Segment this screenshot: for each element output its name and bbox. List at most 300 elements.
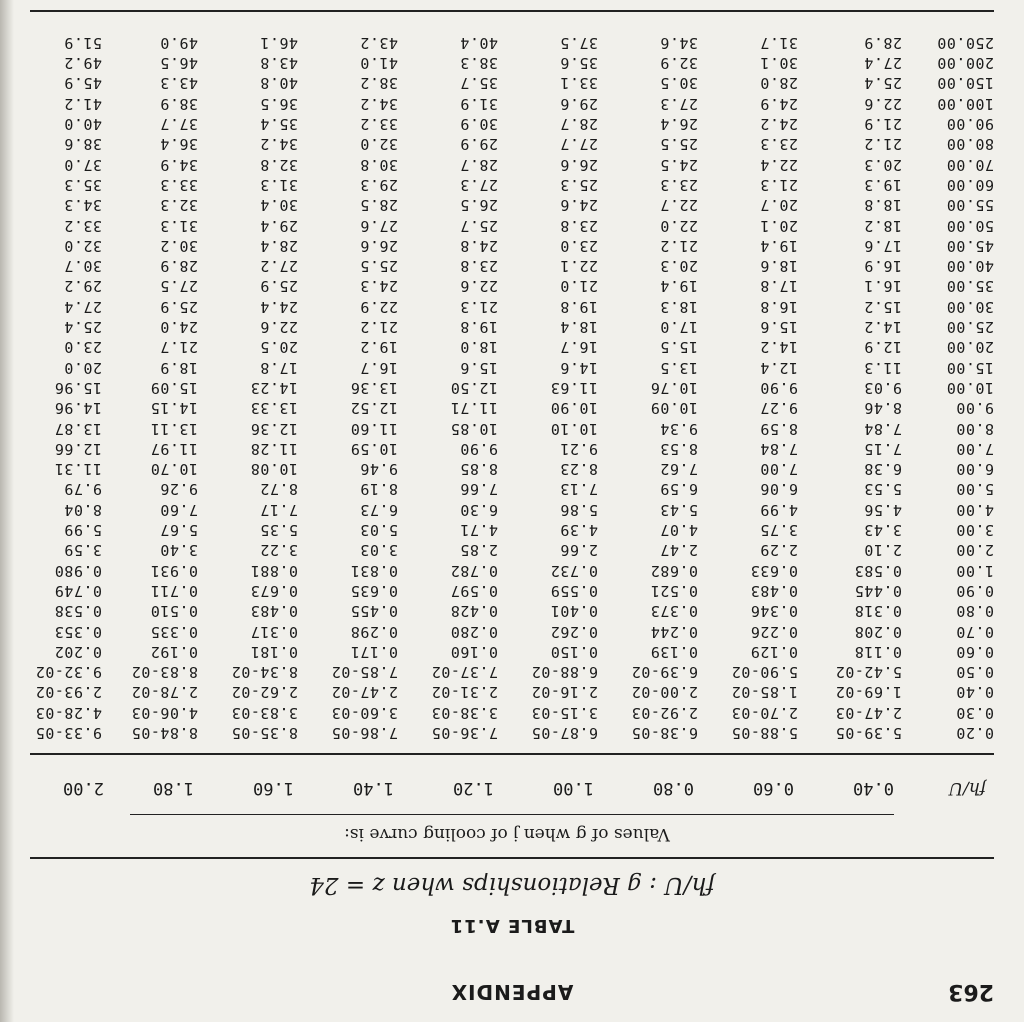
table-cell: 24.8 [459, 236, 498, 255]
table-cell: 0.318 [854, 602, 902, 621]
table-cell: 36.4 [159, 135, 198, 154]
row-stub: 50.00 [946, 216, 994, 235]
table-cell: 22.1 [559, 257, 598, 276]
table-row [30, 295, 994, 315]
table-cell: 5.39-05 [835, 724, 902, 742]
table-cell: 0.353 [54, 622, 102, 641]
table-cell: 25.5 [359, 257, 398, 276]
table-cell: 13.87 [54, 419, 102, 438]
table-cell: 0.521 [650, 581, 698, 600]
table-cell: 21.3 [759, 175, 798, 194]
table-cell: 0.559 [550, 581, 598, 600]
table-cell: 0.483 [250, 602, 298, 621]
table-cell: 20.3 [659, 257, 698, 276]
table-cell: 18.3 [659, 297, 698, 316]
table-cell: 24.3 [359, 277, 398, 296]
table-cell: 9.27 [759, 399, 798, 418]
column-header: 0.60 [753, 778, 794, 798]
table-cell: 2.62-02 [231, 683, 298, 702]
table-cell: 21.9 [863, 115, 902, 134]
table-cell: 4.07 [659, 521, 698, 540]
table-cell: 10.90 [550, 399, 598, 418]
table-cell: 6.06 [759, 480, 798, 499]
table-cell: 0.171 [350, 642, 398, 661]
table-row [30, 52, 994, 72]
table-cell: 28.5 [359, 196, 398, 215]
spanner-rule [130, 814, 894, 815]
table-cell: 30.5 [659, 74, 698, 93]
table-cell: 0.538 [54, 602, 102, 621]
table-cell: 32.0 [63, 236, 102, 255]
table-cell: 15.96 [54, 378, 102, 397]
table-cell: 19.3 [863, 175, 902, 194]
table-cell: 21.2 [659, 236, 698, 255]
table-cell: 34.3 [63, 196, 102, 215]
table-cell: 6.39-02 [631, 663, 698, 682]
row-stub: 4.00 [955, 500, 994, 519]
table-cell: 6.30 [459, 500, 498, 519]
table-cell: 2.70-03 [731, 703, 798, 722]
row-stub: 40.00 [946, 257, 994, 276]
table-cell: 49.2 [63, 54, 102, 73]
table-row [30, 174, 994, 194]
table-cell: 16.9 [863, 257, 902, 276]
table-row [30, 377, 994, 397]
table-cell: 22.6 [259, 318, 298, 337]
table-cell: 19.4 [659, 277, 698, 296]
table-cell: 7.15 [863, 439, 902, 458]
table-cell: 0.202 [54, 642, 102, 661]
row-stub: 80.00 [946, 135, 994, 154]
table-cell: 0.118 [854, 642, 902, 661]
table-cell: 0.931 [150, 561, 198, 580]
table-cell: 0.192 [150, 642, 198, 661]
row-stub: 100.00 [936, 94, 994, 113]
table-cell: 8.59 [759, 419, 798, 438]
table-cell: 5.99 [63, 521, 102, 540]
table-cell: 14.2 [759, 338, 798, 357]
table-cell: 0.510 [150, 602, 198, 621]
table-row [30, 336, 994, 356]
header-rule [30, 753, 994, 755]
table-cell: 7.84 [863, 419, 902, 438]
column-header: 1.00 [553, 778, 594, 798]
table-row [30, 620, 994, 640]
table-cell: 4.99 [759, 500, 798, 519]
row-stub: 7.00 [955, 439, 994, 458]
table-cell: 3.60-03 [331, 703, 398, 722]
table-row [30, 113, 994, 133]
table-row [30, 214, 994, 234]
table-row [30, 498, 994, 518]
row-stub: 250.00 [936, 33, 994, 52]
table-cell: 21.2 [863, 135, 902, 154]
table-cell: 28.4 [259, 236, 298, 255]
table-cell: 7.17 [259, 500, 298, 519]
row-stub: 0.60 [955, 642, 994, 661]
table-cell: 40.0 [63, 115, 102, 134]
row-stub: 6.00 [955, 460, 994, 479]
table-cell: 3.38-03 [431, 703, 498, 722]
row-stub: 15.00 [946, 358, 994, 377]
table-row [30, 235, 994, 255]
table-cell: 7.86-05 [331, 724, 398, 742]
table-cell: 35.6 [559, 54, 598, 73]
row-stub: 35.00 [946, 277, 994, 296]
table-cell: 13.5 [659, 358, 698, 377]
column-header: 1.40 [353, 778, 394, 798]
table-row [30, 153, 994, 173]
table-cell: 27.5 [159, 277, 198, 296]
table-cell: 7.13 [559, 480, 598, 499]
table-cell: 15.6 [759, 318, 798, 337]
table-cell: 22.7 [659, 196, 698, 215]
table-cell: 14.96 [54, 399, 102, 418]
row-stub: 8.00 [955, 419, 994, 438]
table-row [30, 397, 994, 417]
table-cell: 0.129 [750, 642, 798, 661]
row-stub: 0.80 [955, 602, 994, 621]
table-cell: 0.597 [450, 581, 498, 600]
table-cell: 9.32-02 [35, 663, 102, 682]
table-cell: 2.47 [659, 541, 698, 560]
table-cell: 33.2 [63, 216, 102, 235]
table-cell: 32.3 [159, 196, 198, 215]
table-cell: 10.59 [350, 439, 398, 458]
running-head: APPENDIX [450, 980, 574, 1004]
table-cell: 2.66 [559, 541, 598, 560]
table-cell: 31.3 [259, 175, 298, 194]
column-header: 2.00 [63, 778, 104, 798]
table-cell: 43.2 [359, 33, 398, 52]
table-cell: 49.0 [159, 33, 198, 52]
table-cell: 5.88-05 [731, 724, 798, 742]
table-cell: 22.6 [863, 94, 902, 113]
table-cell: 21.0 [559, 277, 598, 296]
table-cell: 0.335 [150, 622, 198, 641]
table-cell: 0.881 [250, 561, 298, 580]
table-cell: 36.5 [259, 94, 298, 113]
table-cell: 25.9 [259, 277, 298, 296]
table-row [30, 356, 994, 376]
table-cell: 35.7 [459, 74, 498, 93]
table-cell: 51.9 [63, 33, 102, 52]
table-cell: 1.69-02 [835, 683, 902, 702]
table-cell: 20.1 [759, 216, 798, 235]
table-cell: 8.04 [63, 500, 102, 519]
table-cell: 26.6 [359, 236, 398, 255]
table-cell: 10.76 [650, 378, 698, 397]
table-cell: 8.46 [863, 399, 902, 418]
table-cell: 3.40 [159, 541, 198, 560]
table-cell: 27.3 [659, 94, 698, 113]
table-cell: 0.160 [450, 642, 498, 661]
table-cell: 20.5 [259, 338, 298, 357]
table-cell: 38.3 [459, 54, 498, 73]
table-cell: 4.39 [559, 521, 598, 540]
table-cell: 2.85 [459, 541, 498, 560]
table-cell: 25.7 [459, 216, 498, 235]
table-row [30, 641, 994, 661]
table-caption: fh/U : g Relationships when z = 24 [309, 872, 715, 898]
table-cell: 33.2 [359, 115, 398, 134]
table-cell: 14.2 [863, 318, 902, 337]
table-cell: 6.38-05 [631, 724, 698, 742]
table-row [30, 661, 994, 681]
row-stub: 55.00 [946, 196, 994, 215]
table-cell: 9.34 [659, 419, 698, 438]
table-cell: 6.88-02 [531, 663, 598, 682]
table-row [30, 194, 994, 214]
table-cell: 5.42-02 [835, 663, 902, 682]
table-cell: 23.8 [559, 216, 598, 235]
table-cell: 35.4 [259, 115, 298, 134]
table-cell: 10.09 [650, 399, 698, 418]
row-stub: 0.70 [955, 622, 994, 641]
column-header: 0.40 [853, 778, 894, 798]
table-cell: 25.4 [63, 318, 102, 337]
table-cell: 23.8 [459, 257, 498, 276]
table-cell: 13.36 [350, 378, 398, 397]
table-row [30, 255, 994, 275]
table-cell: 31.7 [759, 33, 798, 52]
table-cell: 9.90 [459, 439, 498, 458]
table-cell: 0.583 [854, 561, 902, 580]
table-cell: 37.5 [559, 33, 598, 52]
table-cell: 41.0 [359, 54, 398, 73]
table-cell: 0.226 [750, 622, 798, 641]
table-cell: 16.7 [559, 338, 598, 357]
table-cell: 16.7 [359, 358, 398, 377]
row-stub: 0.20 [955, 724, 994, 742]
table-cell: 2.29 [759, 541, 798, 560]
table-cell: 18.8 [863, 196, 902, 215]
table-cell: 23.0 [559, 236, 598, 255]
table-cell: 11.60 [350, 419, 398, 438]
table-row [30, 93, 994, 113]
table-row [30, 539, 994, 559]
table-cell: 21.2 [359, 318, 398, 337]
bottom-rule [30, 10, 994, 12]
table-cell: 2.47-03 [835, 703, 902, 722]
table-cell: 3.03 [359, 541, 398, 560]
table-cell: 10.10 [550, 419, 598, 438]
table-cell: 32.8 [259, 155, 298, 174]
top-rule [30, 857, 994, 859]
row-stub: 60.00 [946, 175, 994, 194]
table-cell: 12.66 [54, 439, 102, 458]
table-cell: 17.8 [759, 277, 798, 296]
table-cell: 14.23 [250, 378, 298, 397]
table-row [30, 316, 994, 336]
table-cell: 40.4 [459, 33, 498, 52]
table-cell: 18.0 [459, 338, 498, 357]
table-cell: 10.08 [250, 460, 298, 479]
table-row [30, 559, 994, 579]
table-cell: 25.5 [659, 135, 698, 154]
table-cell: 0.401 [550, 602, 598, 621]
row-stub: 90.00 [946, 115, 994, 134]
table-cell: 0.831 [350, 561, 398, 580]
table-cell: 20.7 [759, 196, 798, 215]
table-cell: 28.9 [863, 33, 902, 52]
table-cell: 9.03 [863, 378, 902, 397]
table-cell: 30.1 [759, 54, 798, 73]
table-cell: 9.79 [63, 480, 102, 499]
table-cell: 0.633 [750, 561, 798, 580]
table-cell: 2.78-02 [131, 683, 198, 702]
table-cell: 18.9 [159, 358, 198, 377]
table-cell: 24.2 [759, 115, 798, 134]
table-cell: 26.5 [459, 196, 498, 215]
table-cell: 34.9 [159, 155, 198, 174]
row-stub: 5.00 [955, 480, 994, 499]
table-cell: 27.4 [63, 297, 102, 316]
table-cell: 19.8 [559, 297, 598, 316]
table-cell: 0.298 [350, 622, 398, 641]
table-cell: 8.85 [459, 460, 498, 479]
table-row [30, 580, 994, 600]
row-stub: 0.50 [955, 663, 994, 682]
table-cell: 46.1 [259, 33, 298, 52]
table-cell: 9.33-05 [35, 724, 102, 742]
table-cell: 3.83-03 [231, 703, 298, 722]
table-cell: 27.3 [459, 175, 498, 194]
table-cell: 8.19 [359, 480, 398, 499]
table-cell: 14.15 [150, 399, 198, 418]
table-cell: 0.262 [550, 622, 598, 641]
table-cell: 14.6 [559, 358, 598, 377]
table-cell: 13.11 [150, 419, 198, 438]
table-cell: 24.6 [559, 196, 598, 215]
row-stub: 1.00 [955, 561, 994, 580]
table-cell: 8.34-02 [231, 663, 298, 682]
table-cell: 29.4 [259, 216, 298, 235]
table-row [30, 72, 994, 92]
table-cell: 11.31 [54, 460, 102, 479]
row-stub: 20.00 [946, 338, 994, 357]
table-cell: 3.15-03 [531, 703, 598, 722]
table-cell: 37.0 [63, 155, 102, 174]
table-cell: 34.2 [359, 94, 398, 113]
table-cell: 2.00-02 [631, 683, 698, 702]
table-cell: 7.84 [759, 439, 798, 458]
table-cell: 46.5 [159, 54, 198, 73]
table-cell: 2.92-03 [631, 703, 698, 722]
table-cell: 21.3 [459, 297, 498, 316]
table-cell: 0.483 [750, 581, 798, 600]
table-cell: 9.90 [759, 378, 798, 397]
table-cell: 0.317 [250, 622, 298, 641]
table-cell: 3.43 [863, 521, 902, 540]
table-cell: 32.0 [359, 135, 398, 154]
table-cell: 8.72 [259, 480, 298, 499]
table-cell: 30.9 [459, 115, 498, 134]
table-cell: 8.53 [659, 439, 698, 458]
table-row [30, 681, 994, 701]
row-stub: 70.00 [946, 155, 994, 174]
table-row [30, 32, 994, 52]
table-cell: 10.85 [450, 419, 498, 438]
table-cell: 12.4 [759, 358, 798, 377]
table-row [30, 722, 994, 742]
table-cell: 11.3 [863, 358, 902, 377]
table-cell: 25.4 [863, 74, 902, 93]
table-cell: 22.9 [359, 297, 398, 316]
table-cell: 11.71 [450, 399, 498, 418]
table-cell: 23.3 [759, 135, 798, 154]
table-cell: 8.23 [559, 460, 598, 479]
table-cell: 33.1 [559, 74, 598, 93]
table-cell: 7.85-02 [331, 663, 398, 682]
table-cell: 7.62 [659, 460, 698, 479]
table-cell: 0.373 [650, 602, 698, 621]
table-cell: 26.4 [659, 115, 698, 134]
column-header: 1.80 [153, 778, 194, 798]
table-cell: 33.3 [159, 175, 198, 194]
table-cell: 23.0 [63, 338, 102, 357]
table-cell: 13.33 [250, 399, 298, 418]
table-cell: 29.3 [359, 175, 398, 194]
table-cell: 23.3 [659, 175, 698, 194]
table-cell: 0.428 [450, 602, 498, 621]
page-header [30, 974, 994, 1004]
row-stub: 150.00 [936, 74, 994, 93]
table-cell: 0.150 [550, 642, 598, 661]
table-cell: 16.1 [863, 277, 902, 296]
table-row [30, 701, 994, 721]
table-cell: 12.50 [450, 378, 498, 397]
table-cell: 31.9 [459, 94, 498, 113]
table-cell: 9.21 [559, 439, 598, 458]
table-cell: 0.445 [854, 581, 902, 600]
table-row [30, 600, 994, 620]
row-stub: 30.00 [946, 297, 994, 316]
table-cell: 0.280 [450, 622, 498, 641]
table-cell: 28.0 [759, 74, 798, 93]
table-cell: 30.8 [359, 155, 398, 174]
table-cell: 18.4 [559, 318, 598, 337]
table-cell: 15.6 [459, 358, 498, 377]
row-stub: 45.00 [946, 236, 994, 255]
table-cell: 28.7 [459, 155, 498, 174]
table-cell: 35.3 [63, 175, 102, 194]
table-cell: 3.59 [63, 541, 102, 560]
table-cell: 8.83-02 [131, 663, 198, 682]
table-cell: 20.0 [63, 358, 102, 377]
table-cell: 1.85-02 [731, 683, 798, 702]
table-cell: 7.36-05 [431, 724, 498, 742]
table-cell: 0.181 [250, 642, 298, 661]
table-cell: 22.6 [459, 277, 498, 296]
table-cell: 29.2 [63, 277, 102, 296]
row-stub: 2.00 [955, 541, 994, 560]
column-header: 1.20 [453, 778, 494, 798]
table-cell: 41.2 [63, 94, 102, 113]
table-cell: 5.53 [863, 480, 902, 499]
table-cell: 18.6 [759, 257, 798, 276]
table-cell: 12.52 [350, 399, 398, 418]
table-cell: 0.346 [750, 602, 798, 621]
row-stub: 3.00 [955, 521, 994, 540]
table-cell: 11.63 [550, 378, 598, 397]
table-cell: 28.9 [159, 257, 198, 276]
table-cell: 6.87-05 [531, 724, 598, 742]
table-cell: 11.97 [150, 439, 198, 458]
table-cell: 17.8 [259, 358, 298, 377]
table-cell: 27.7 [559, 135, 598, 154]
table-row [30, 417, 994, 437]
